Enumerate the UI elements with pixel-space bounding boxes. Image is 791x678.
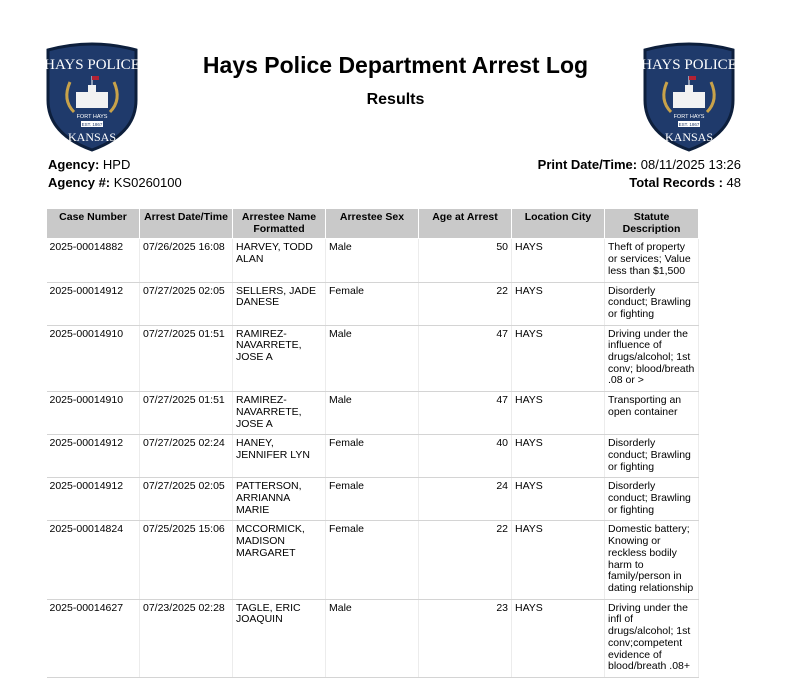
location-city-cell: HAYS [512,239,605,282]
case-number-cell: 2025-00014882 [47,239,140,282]
table-row [47,478,699,521]
table-row [47,325,699,392]
statute-cell: Domestic battery; Knowing or reckless bodily harm to family/person in dating relationship [605,521,699,599]
print-date-line [538,156,741,174]
arrestee-name-cell: RAMIREZ-NAVARRETE, JOSE A [233,392,326,435]
age-cell: 22 [419,521,512,599]
badge-est-text: EST. 1867 [678,122,700,127]
header-arrest-date-time: Arrest Date/Time [140,209,233,239]
total-records-value: 48 [726,175,741,190]
arrestee-sex-cell: Male [326,599,419,677]
age-cell: 50 [419,239,512,282]
hays-police-badge-right [641,42,737,152]
case-number-cell: 2025-00014912 [47,478,140,521]
badge-top-text: HAYS POLICE [641,57,737,73]
report-title: Hays Police Department Arrest Log [202,52,589,78]
arrestee-name-cell: HARVEY, TODD ALAN [233,239,326,282]
location-city-cell: HAYS [512,478,605,521]
print-info [538,156,741,192]
arrestee-name-cell: MCCORMICK, MADISON MARGARET [233,521,326,599]
location-city-cell: HAYS [512,521,605,599]
statute-cell: Driving under the influence of drugs/alcohol; 1st conv; blood/breath .08 or > [605,325,699,392]
age-cell: 47 [419,325,512,392]
police-badge-icon [641,42,737,152]
arrest-date-cell: 07/27/2025 01:51 [140,392,233,435]
badge-bottom-text: KANSAS [664,130,714,144]
header-arrestee-sex: Arrestee Sex [326,209,419,239]
arrestee-name-cell: SELLERS, JADE DANESE [233,282,326,325]
age-cell: 40 [419,435,512,478]
arrestee-sex-cell: Female [326,521,419,599]
agency-number-line [48,174,182,192]
arrestee-sex-cell: Male [326,325,419,392]
arrest-date-cell: 07/27/2025 02:05 [140,282,233,325]
arrest-date-cell: 07/27/2025 02:05 [140,478,233,521]
agency-line [48,156,182,174]
statute-cell: Transporting an open container [605,392,699,435]
case-number-cell: 2025-00014910 [47,325,140,392]
arrestee-sex-cell: Female [326,282,419,325]
arrestee-sex-cell: Male [326,392,419,435]
badge-fort-text: FORT HAYS [76,114,108,120]
table-row [47,435,699,478]
location-city-cell: HAYS [512,282,605,325]
arrestee-sex-cell: Male [326,239,419,282]
arrest-date-cell: 07/27/2025 01:51 [140,325,233,392]
table-row [47,392,699,435]
report-subtitle: Results [366,91,425,108]
case-number-cell: 2025-00014627 [47,599,140,677]
badge-top-text: HAYS POLICE [44,57,140,73]
agency-number-label: Agency #: [48,175,111,190]
header-statute-description: Statute Description [605,209,699,239]
case-number-cell: 2025-00014912 [47,282,140,325]
agency-number-value: KS0260100 [113,175,182,190]
arrestee-name-cell: HANEY, JENNIFER LYN [233,435,326,478]
arrest-date-cell: 07/27/2025 02:24 [140,435,233,478]
age-cell: 24 [419,478,512,521]
header-arrestee-name: Arrestee Name Formatted [233,209,326,239]
arrestee-name-cell: TAGLE, ERIC JOAQUIN [233,599,326,677]
header-age-at-arrest: Age at Arrest [419,209,512,239]
location-city-cell: HAYS [512,392,605,435]
arrestee-sex-cell: Female [326,478,419,521]
location-city-cell: HAYS [512,435,605,478]
hays-police-badge-left [44,42,140,152]
arrest-date-cell: 07/25/2025 15:06 [140,521,233,599]
arrestee-sex-cell: Female [326,435,419,478]
header-case-number: Case Number [47,209,140,239]
statute-cell: Disorderly conduct; Brawling or fighting [605,478,699,521]
badge-fort-text: FORT HAYS [673,114,705,120]
table-row [47,521,699,599]
table-row [47,282,699,325]
location-city-cell: HAYS [512,599,605,677]
total-records-label: Total Records : [629,175,723,190]
age-cell: 22 [419,282,512,325]
arrest-date-cell: 07/23/2025 02:28 [140,599,233,677]
arrest-date-cell: 07/26/2025 16:08 [140,239,233,282]
statute-cell: Driving under the infl of drugs/alcohol; 1st conv;competent evidence of blood/breath .08+ [605,599,699,677]
statute-cell: Disorderly conduct; Brawling or fighting [605,435,699,478]
statute-cell: Disorderly conduct; Brawling or fighting [605,282,699,325]
table-row [47,599,699,677]
arrestee-name-cell: RAMIREZ-NAVARRETE, JOSE A [233,325,326,392]
table-row [47,239,699,282]
age-cell: 47 [419,392,512,435]
agency-info [48,156,182,192]
agency-label: Agency: [48,157,100,172]
table-header-row [47,209,699,239]
header-location-city: Location City [512,209,605,239]
agency-value: HPD [102,157,131,172]
badge-bottom-text: KANSAS [67,130,117,144]
case-number-cell: 2025-00014912 [47,435,140,478]
case-number-cell: 2025-00014910 [47,392,140,435]
print-date-value: 08/11/2025 13:26 [640,157,741,172]
arrestee-name-cell: PATTERSON, ARRIANNA MARIE [233,478,326,521]
case-number-cell: 2025-00014824 [47,521,140,599]
location-city-cell: HAYS [512,325,605,392]
total-records-line [538,174,741,192]
police-badge-icon [44,42,140,152]
age-cell: 23 [419,599,512,677]
print-date-label: Print Date/Time: [537,157,638,172]
arrest-log-table [46,208,699,678]
badge-est-text: EST. 1867 [81,122,103,127]
statute-cell: Theft of property or services; Value less than $1,500 [605,239,699,282]
